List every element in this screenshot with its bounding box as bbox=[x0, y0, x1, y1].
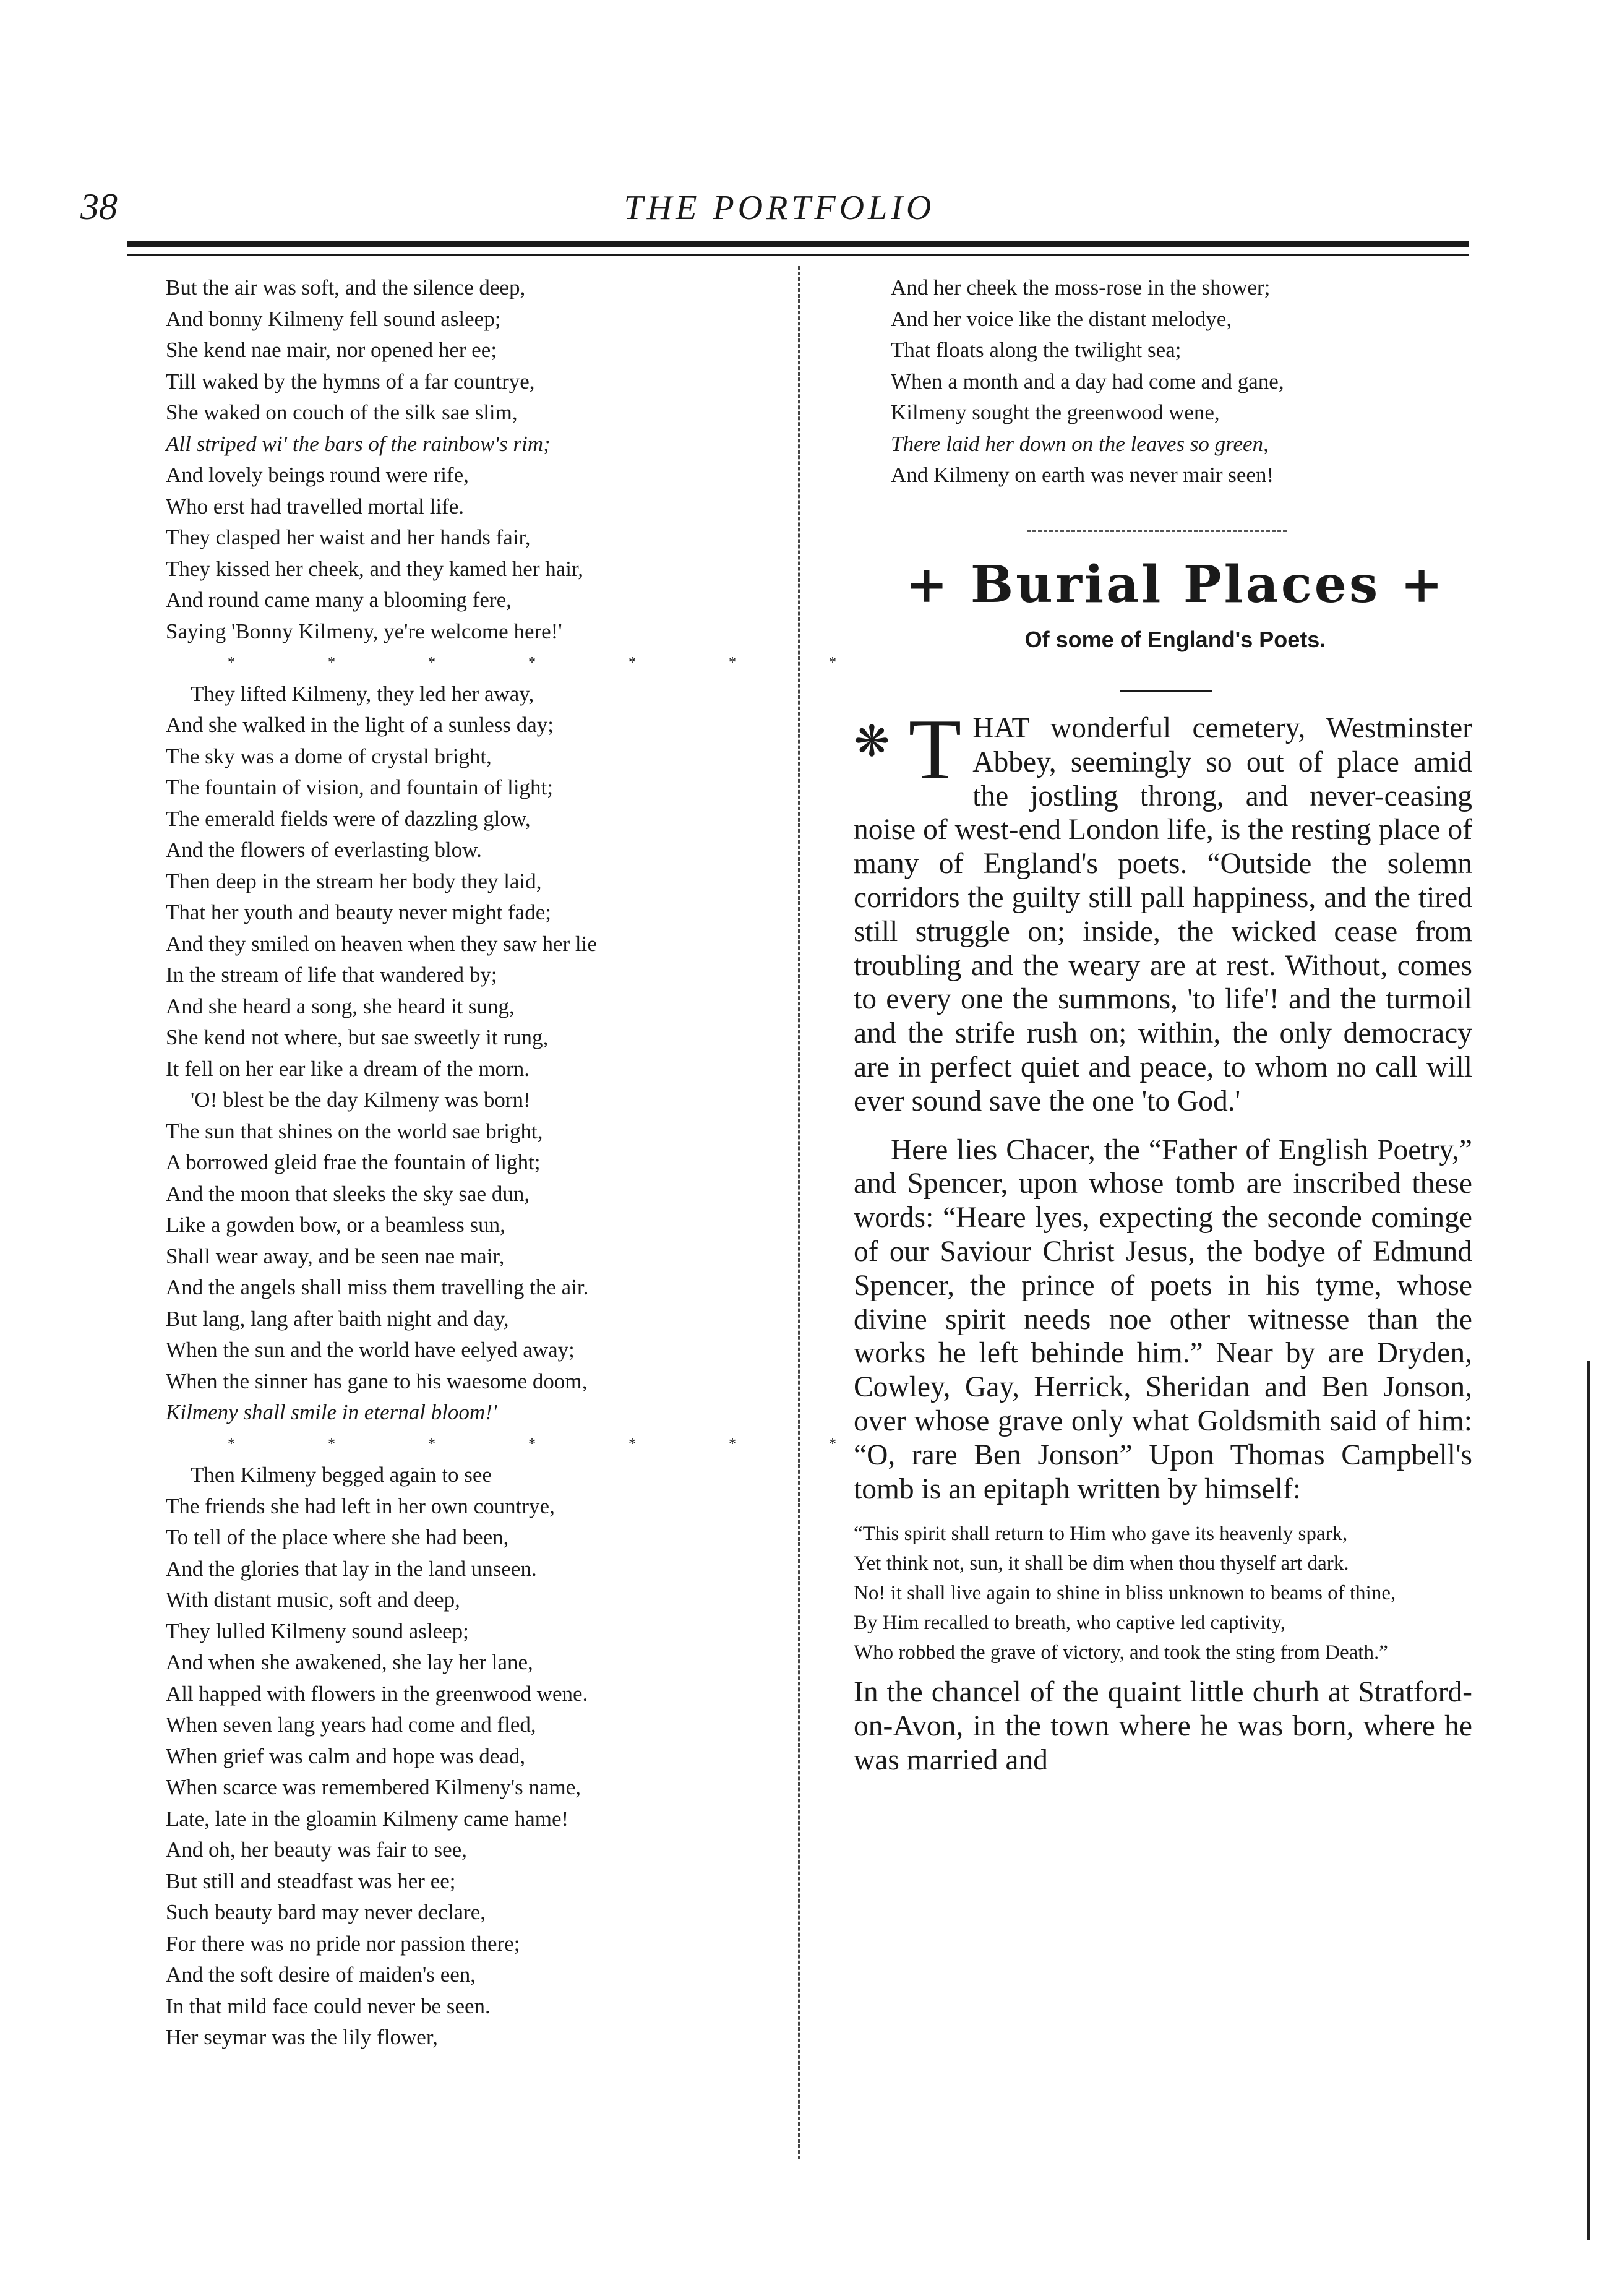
verse-line: When the sun and the world have eelyed away; bbox=[166, 1338, 575, 1362]
epitaph-line: Who robbed the grave of victory, and took the sting from Death.” bbox=[854, 1641, 1388, 1664]
verse-line: And the soft desire of maiden's een, bbox=[166, 1963, 476, 1987]
article-title-text: Burial Places bbox=[970, 555, 1381, 614]
verse-line: To tell of the place where she had been, bbox=[166, 1525, 509, 1549]
verse-line: When a month and a day had come and gane, bbox=[891, 369, 1284, 393]
section-break-stars: * * * * * * * bbox=[228, 1435, 881, 1452]
verse-line: She waked on couch of the silk sae slim, bbox=[166, 400, 518, 424]
poem-stanza-3 bbox=[166, 1085, 784, 1429]
verse-line: They lifted Kilmeny, they led her away, bbox=[191, 681, 534, 706]
verse-line: There laid her down on the leaves so green, bbox=[891, 431, 1269, 456]
poem-stanza-1 bbox=[166, 272, 784, 647]
verse-line: But still and steadfast was her ee; bbox=[166, 1868, 456, 1893]
poem-stanza-4 bbox=[166, 1460, 784, 2053]
verse-line: That her youth and beauty never might fade; bbox=[166, 900, 551, 924]
column-divider bbox=[798, 266, 800, 2159]
page-edge-mark bbox=[1587, 1361, 1590, 2240]
verse-line: And Kilmeny on earth was never mair seen! bbox=[891, 463, 1274, 487]
title-rule bbox=[1120, 690, 1212, 692]
verse-line: Till waked by the hymns of a far countrye, bbox=[166, 369, 535, 393]
verse-line: When scarce was remembered Kilmeny's name, bbox=[166, 1775, 581, 1799]
verse-line: Saying 'Bonny Kilmeny, ye're welcome here!' bbox=[166, 619, 562, 643]
paragraph-text: HAT wonderful cemetery, Westminster Abbey, seemingly so out of place amid the jostling throng, and never-ceasing noise of west-end London life, is the resting place of many of England's poets. “Outside the solemn corridors the guilty still pall happiness, and the tired still struggle on; inside, the wicked cease from troubling and the weary are at rest. Without, comes to every one the summons, 'to life'! and the turmoil and the strife rush on; within, the only democracy are in perfect quiet and peace, to whom no call will ever sound save the one 'to God.' bbox=[854, 712, 1472, 1117]
section-break-stars: * * * * * * * bbox=[228, 655, 881, 671]
verse-line: With distant music, soft and deep, bbox=[166, 1588, 460, 1612]
verse-line: They lulled Kilmeny sound asleep; bbox=[166, 1619, 469, 1643]
poem-right-column bbox=[891, 272, 1448, 491]
verse-line: The friends she had left in her own countrye, bbox=[166, 1494, 555, 1518]
verse-line: And her cheek the moss-rose in the shower; bbox=[891, 275, 1271, 299]
verse-line: Who erst had travelled mortal life. bbox=[166, 494, 465, 518]
verse-line: And the glories that lay in the land unseen. bbox=[166, 1556, 537, 1581]
epitaph-line: No! it shall live again to shine in bliss unknown to beams of thine, bbox=[854, 1582, 1396, 1605]
verse-line: They kissed her cheek, and they kamed her hair, bbox=[166, 556, 583, 581]
verse-line: The fountain of vision, and fountain of light; bbox=[166, 775, 554, 799]
verse-line: And when she awakened, she lay her lane, bbox=[166, 1650, 533, 1674]
verse-line: Then deep in the stream her body they laid, bbox=[166, 869, 542, 893]
verse-line: Such beauty bard may never declare, bbox=[166, 1900, 486, 1924]
verse-line: She kend nae mair, nor opened her ee; bbox=[166, 338, 497, 362]
verse-line: It fell on her ear like a dream of the morn. bbox=[166, 1056, 530, 1081]
verse-line: When the sinner has gane to his waesome doom, bbox=[166, 1369, 588, 1393]
verse-line: And the flowers of everlasting blow. bbox=[166, 838, 482, 862]
verse-line: All happed with flowers in the greenwood wene. bbox=[166, 1681, 588, 1706]
epitaph-line: “This spirit shall return to Him who gave its heavenly spark, bbox=[854, 1523, 1348, 1546]
verse-line: Like a gowden bow, or a beamless sun, bbox=[166, 1213, 505, 1237]
verse-line: And she walked in the light of a sunless day; bbox=[166, 713, 554, 737]
verse-line: She kend not where, but sae sweetly it rung, bbox=[166, 1025, 549, 1049]
verse-line: For there was no pride nor passion there; bbox=[166, 1931, 520, 1956]
article-body bbox=[854, 702, 1472, 1778]
title-ornament-right: + bbox=[1400, 555, 1446, 614]
header-rule-thin bbox=[127, 254, 1469, 256]
verse-line: The sky was a dome of crystal bright, bbox=[166, 744, 492, 768]
verse-line: The sun that shines on the world sae bright, bbox=[166, 1119, 543, 1143]
verse-line: Then Kilmeny begged again to see bbox=[191, 1463, 492, 1487]
drop-cap: T bbox=[908, 702, 962, 798]
verse-line: And bonny Kilmeny fell sound asleep; bbox=[166, 306, 501, 331]
verse-line: And the moon that sleeks the sky sae dun, bbox=[166, 1181, 530, 1206]
divider-rule bbox=[1027, 530, 1287, 532]
verse-line: Shall wear away, and be seen nae mair, bbox=[166, 1244, 505, 1268]
poem-left-column bbox=[166, 272, 881, 2053]
article-paragraph: In the chancel of the quaint little churh at Stratford-on-Avon, in the town where he was born, where he was married and bbox=[854, 1676, 1472, 1776]
verse-line: And the angels shall miss them travelling the air. bbox=[166, 1275, 589, 1299]
verse-line: That floats along the twilight sea; bbox=[891, 338, 1182, 362]
verse-line: But lang, lang after baith night and day, bbox=[166, 1306, 509, 1331]
article-paragraph bbox=[854, 702, 1472, 1119]
verse-line: Late, late in the gloamin Kilmeny came hame! bbox=[166, 1806, 569, 1831]
verse-line: Kilmeny sought the greenwood wene, bbox=[891, 400, 1220, 424]
title-ornament-left: + bbox=[905, 555, 951, 614]
epitaph-line: Yet think not, sun, it shall be dim when thou thyself art dark. bbox=[854, 1552, 1349, 1575]
article-heading bbox=[854, 551, 1497, 657]
verse-line: In that mild face could never be seen. bbox=[166, 1993, 491, 2018]
verse-line: And they smiled on heaven when they saw her lie bbox=[166, 931, 597, 956]
ornament-icon: ❋ bbox=[854, 718, 890, 766]
verse-line: A borrowed gleid frae the fountain of light; bbox=[166, 1150, 541, 1174]
verse-line: And lovely beings round were rife, bbox=[166, 463, 469, 487]
verse-line: And oh, her beauty was fair to see, bbox=[166, 1838, 467, 1862]
article-title bbox=[854, 551, 1497, 619]
verse-line: And round came many a blooming fere, bbox=[166, 588, 512, 612]
verse-line: And she heard a song, she heard it sung, bbox=[166, 994, 515, 1018]
verse-line: And her voice like the distant melodye, bbox=[891, 306, 1232, 331]
page-number: 38 bbox=[80, 186, 118, 227]
verse-line: When seven lang years had come and fled, bbox=[166, 1713, 536, 1737]
verse-line: But the air was soft, and the silence deep, bbox=[166, 275, 526, 299]
verse-line: When grief was calm and hope was dead, bbox=[166, 1743, 526, 1768]
poem-stanza-2 bbox=[166, 679, 784, 1085]
epitaph-quote bbox=[854, 1523, 1472, 1663]
header-rule-thick bbox=[127, 241, 1469, 247]
verse-line: All striped wi' the bars of the rainbow's rim; bbox=[166, 431, 551, 456]
page-header bbox=[80, 186, 1478, 235]
verse-line: Her seymar was the lily flower, bbox=[166, 2025, 438, 2049]
verse-line: Kilmeny shall smile in eternal bloom!' bbox=[166, 1400, 497, 1424]
article-paragraph: Here lies Chacer, the “Father of English Poetry,” and Spencer, upon whose tomb are inscribed these words: “Heare lyes, expecting the seconde cominge of our Saviour Christ Jesus, the bodye of Edmund Spencer, the prince of poets in his tyme, whose divine spirit needs noe other witnesse than the works he left behinde him.” Near by are Dryden, Cowley, Gay, Herrick, Sheridan and Ben Jonson, over whose grave only what Goldsmith said of him: “O, rare Ben Jonson” Upon Thomas Campbell's tomb is an epitaph written by himself: bbox=[854, 1133, 1472, 1505]
running-title: THE PORTFOLIO bbox=[624, 189, 935, 227]
verse-line: The emerald fields were of dazzling glow, bbox=[166, 806, 531, 831]
verse-line: 'O! blest be the day Kilmeny was born! bbox=[191, 1088, 531, 1112]
verse-line: In the stream of life that wandered by; bbox=[166, 963, 497, 987]
verse-line: They clasped her waist and her hands fair, bbox=[166, 525, 531, 549]
article-subtitle: Of some of England's Poets. bbox=[1024, 627, 1326, 652]
epitaph-line: By Him recalled to breath, who captive led captivity, bbox=[854, 1612, 1285, 1635]
